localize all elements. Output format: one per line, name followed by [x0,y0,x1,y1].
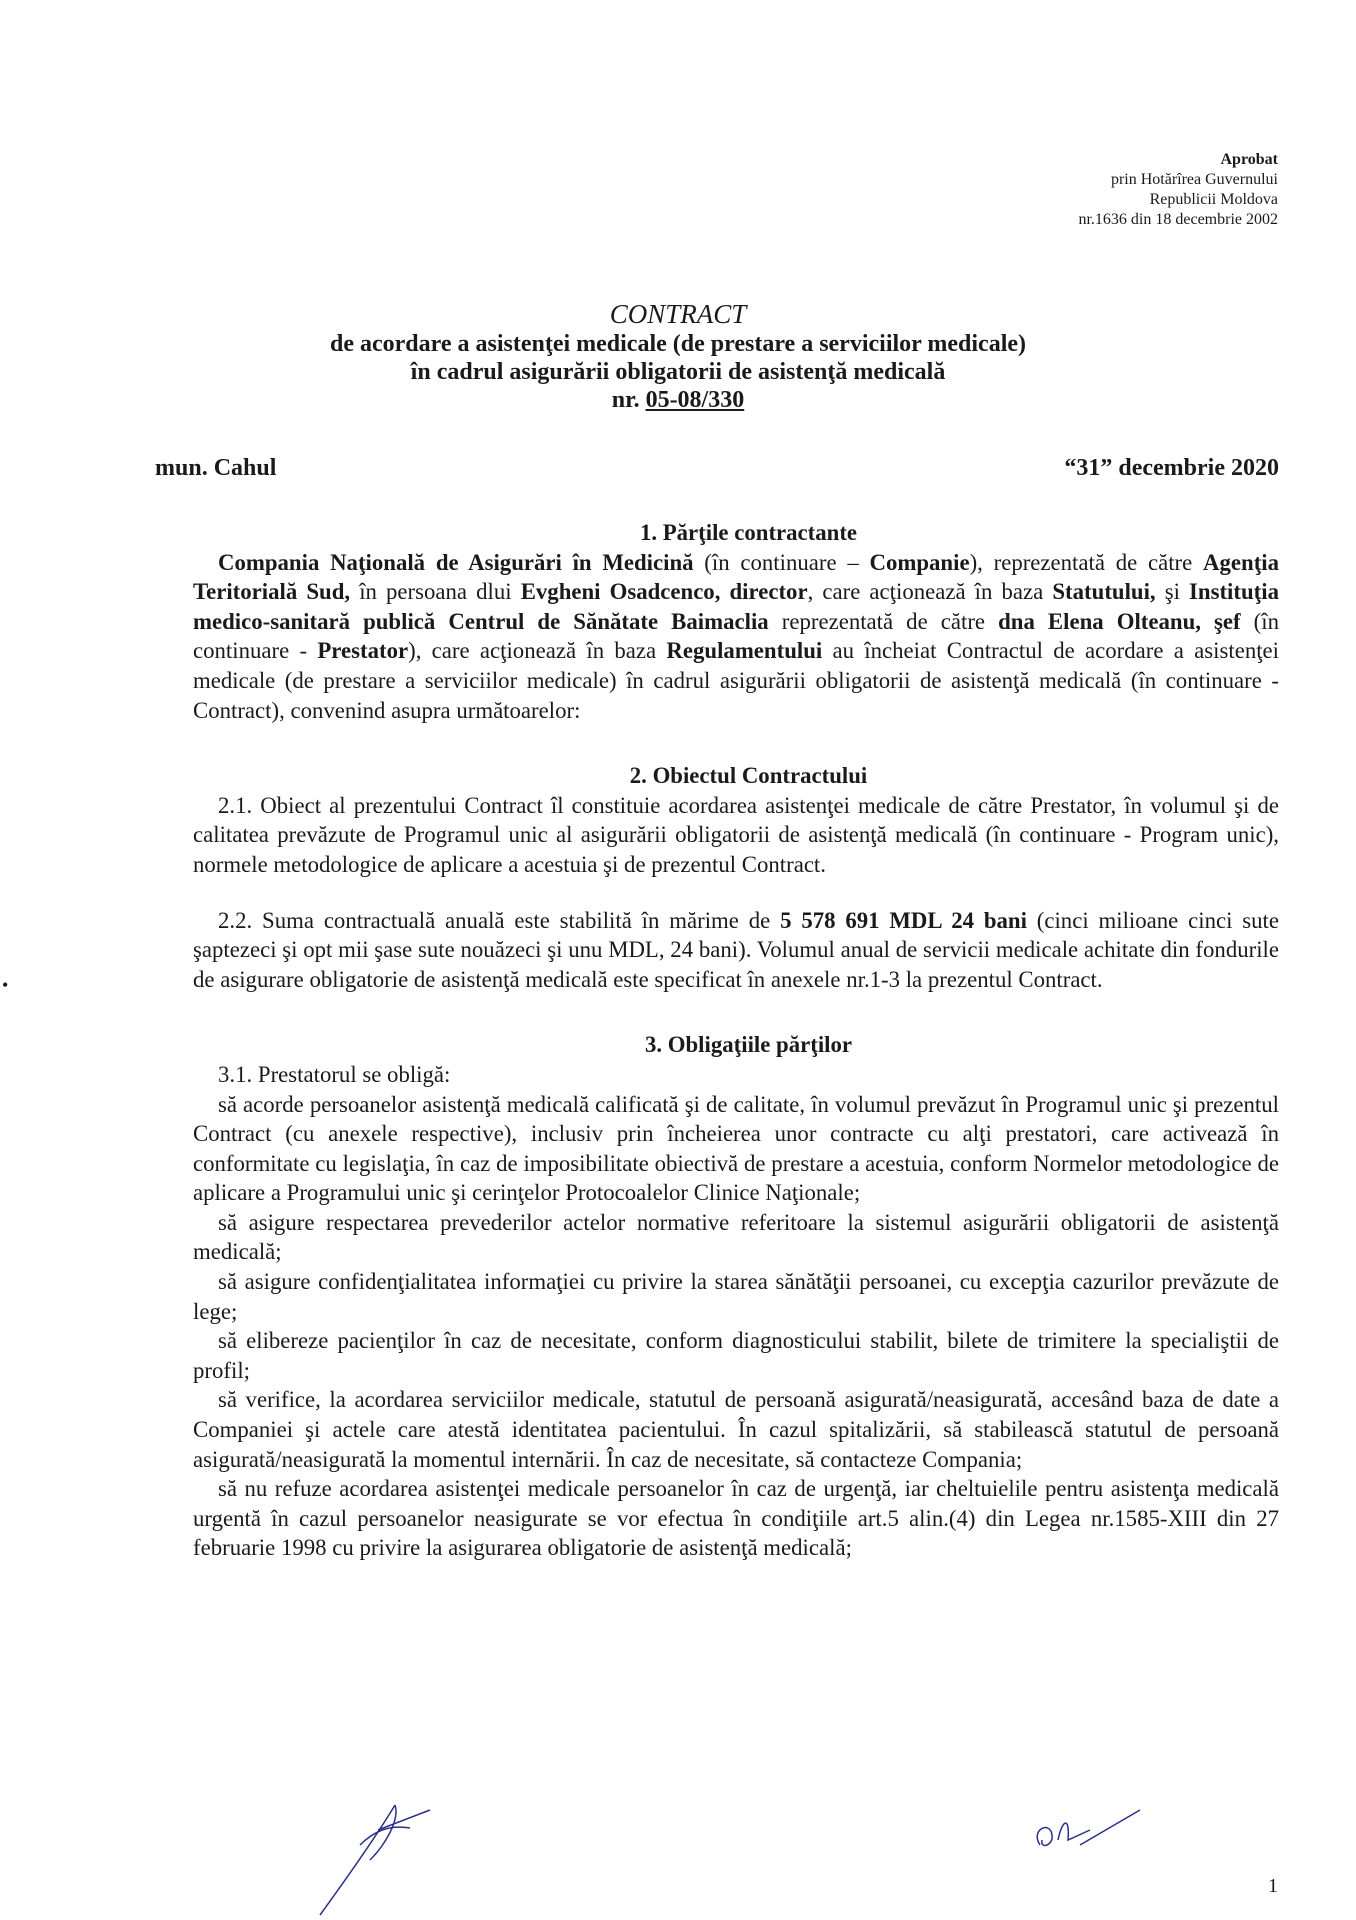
spacer [193,994,1279,1030]
contract-number-prefix: nr. [611,387,646,413]
contract-date: “31” decembrie 2020 [1064,455,1279,481]
regulation: Regulamentului [666,638,823,664]
provider-institution: Instituţia medico-sanitară publică Centrul de Sănătate Baimaclia [193,579,1279,634]
place-date-row [155,455,1279,482]
page-number: 1 [1268,1875,1278,1897]
agency-name: Agenţia Teritorială Sud, [193,549,1280,605]
spacer [193,725,1279,761]
section-1-title: 1. Părţile contractante [639,520,858,545]
signature-graphic [300,1800,500,1920]
text-run: în persoana dlui [350,579,521,605]
obligation-item: să asigure respectarea prevederilor actelor normative referitoare la sistemul asigurării obligatorii de asistenţă medicală; [193,1209,1279,1265]
obligation-item: să acorde persoanelor asistenţă medicală calificată şi de calitate, în volumul prevăzut în Programul unic şi prezentul Contract (cu anexele respective), inclusiv prin încheierea unor contracte cu alţi prestatori, care activează în conformitate cu legislaţia, în caz de imposibilitate obiectivă de prestare a acestuia, conform Normelor metodologice de aplicare a Programului unic şi cerinţelor Protocoalelor Clinice Naţionale; [193,1091,1279,1206]
contract-number-value: 05-08/330 [645,387,745,413]
clause-2-1: 2.1. Obiect al prezentului Contract îl constituie acordarea asistenţei medicale de către Prestator, în volumul şi de calitatea prevăzute de Programul unic al asigurării obligatorii de asistenţă medicală (în continuare - Program unic), normele metodologice de aplicare a acestuia şi de prezentul Contract. [193,792,1279,877]
approval-title: Aprobat [1220,151,1278,168]
obligation-item: să elibereze pacienţilor în caz de necesitate, conform diagnosticului stabilit, bilete de trimitere la specialiştii de profil; [193,1328,1279,1383]
contract-subtitle: de acordare a asistenţei medicale (de prestare a serviciilor medicale) [329,331,1027,357]
contract-body [193,518,1279,1563]
text-run: ), reprezentată de către [969,549,1204,575]
scan-mark: • [2,975,9,995]
contract-title [0,298,1356,414]
contract-subtitle: în cadrul asigurării obligatorii de asistenţă medicală [410,359,946,385]
text-run: , care acţionează în baza [807,579,1053,605]
statute: Statutului, [1052,579,1156,605]
contract-number [0,386,1356,414]
director-name: Evgheni Osadcenco, director [520,579,808,605]
obligation-item: să verifice, la acordarea serviciilor medicale, statutul de persoană asigurată/neasigurată, accesând baza de date a Companiei şi actele care atestă identitatea pacientului. În cazul spitalizării, să stabilească statutul de persoană asigurată/neasigurată la momentul internării. În caz de necesitate, să contacteze Compania; [193,1387,1279,1472]
text-run: (cinci milioane cinci sute şaptezeci şi opt mii şase sute nouăzeci şi unu MDL, 24 bani). Volumul anual de servicii medicale achitate din fondurile de asigurare obligatorie de asistenţă medicală este specificat în anexele nr.1-3 la prezentul Contract. [193,907,1279,992]
text-run: ), care acţionează în baza [408,638,667,664]
company-alias: Companie [869,549,970,575]
contract-heading: CONTRACT [609,299,747,329]
contract-place: mun. Cahul [155,455,277,481]
text-run: 2.2. Suma contractuală anuală este stabilită în mărime de [218,907,781,933]
text-run: (în continuare – [693,549,870,575]
clause-3-1: 3.1. Prestatorul se obligă: [218,1061,451,1087]
contract-amount: 5 578 691 MDL 24 bani [780,907,1027,933]
provider-head: dna Elena Olteanu, şef [998,608,1241,634]
text-run: au încheiat Contractul de acordare a asistenţei medicale (de prestare a serviciilor medicale) în cadrul asigurării obligatorii de asistenţă medicală (în continuare - Contract), convenind asupra următoarelor: [193,638,1280,723]
section-3-title: 3. Obligaţiile părţilor [644,1032,853,1058]
initials-graphic [1030,1800,1150,1860]
spacer [193,880,1279,906]
parties-paragraph [193,548,1279,726]
text-run: (în continuare - [193,608,1279,664]
provider-alias: Prestator [317,638,409,664]
section-2-title: 2. Obiectul Contractului [629,763,868,789]
approval-line: prin Hotărîrea Guvernului [1110,171,1278,188]
obligation-item: să asigure confidenţialitatea informaţiei cu privire la starea sănătăţii persoanei, cu excepţia cazurilor prevăzute de lege; [193,1269,1279,1324]
approval-line: nr.1636 din 18 decembrie 2002 [1078,211,1278,228]
text-run: şi [1155,579,1190,605]
approval-block [1078,150,1278,230]
obligation-item: să nu refuze acordarea asistenţei medicale persoanelor în caz de urgenţă, iar cheltuielile pentru asistenţa medicală urgentă în cazul persoanelor neasigurate se vor efectua în condiţiile art.5 alin.(4) din Legea nr.1585-XIII din 27 februarie 1998 cu privire la asigurarea obligatorie de asistenţă medicală; [193,1476,1279,1561]
approval-line: Republicii Moldova [1149,191,1278,208]
clause-2-2 [193,906,1279,995]
text-run: reprezentată de către [768,608,999,634]
company-name: Compania Naţională de Asigurări în Medicină [218,549,694,575]
